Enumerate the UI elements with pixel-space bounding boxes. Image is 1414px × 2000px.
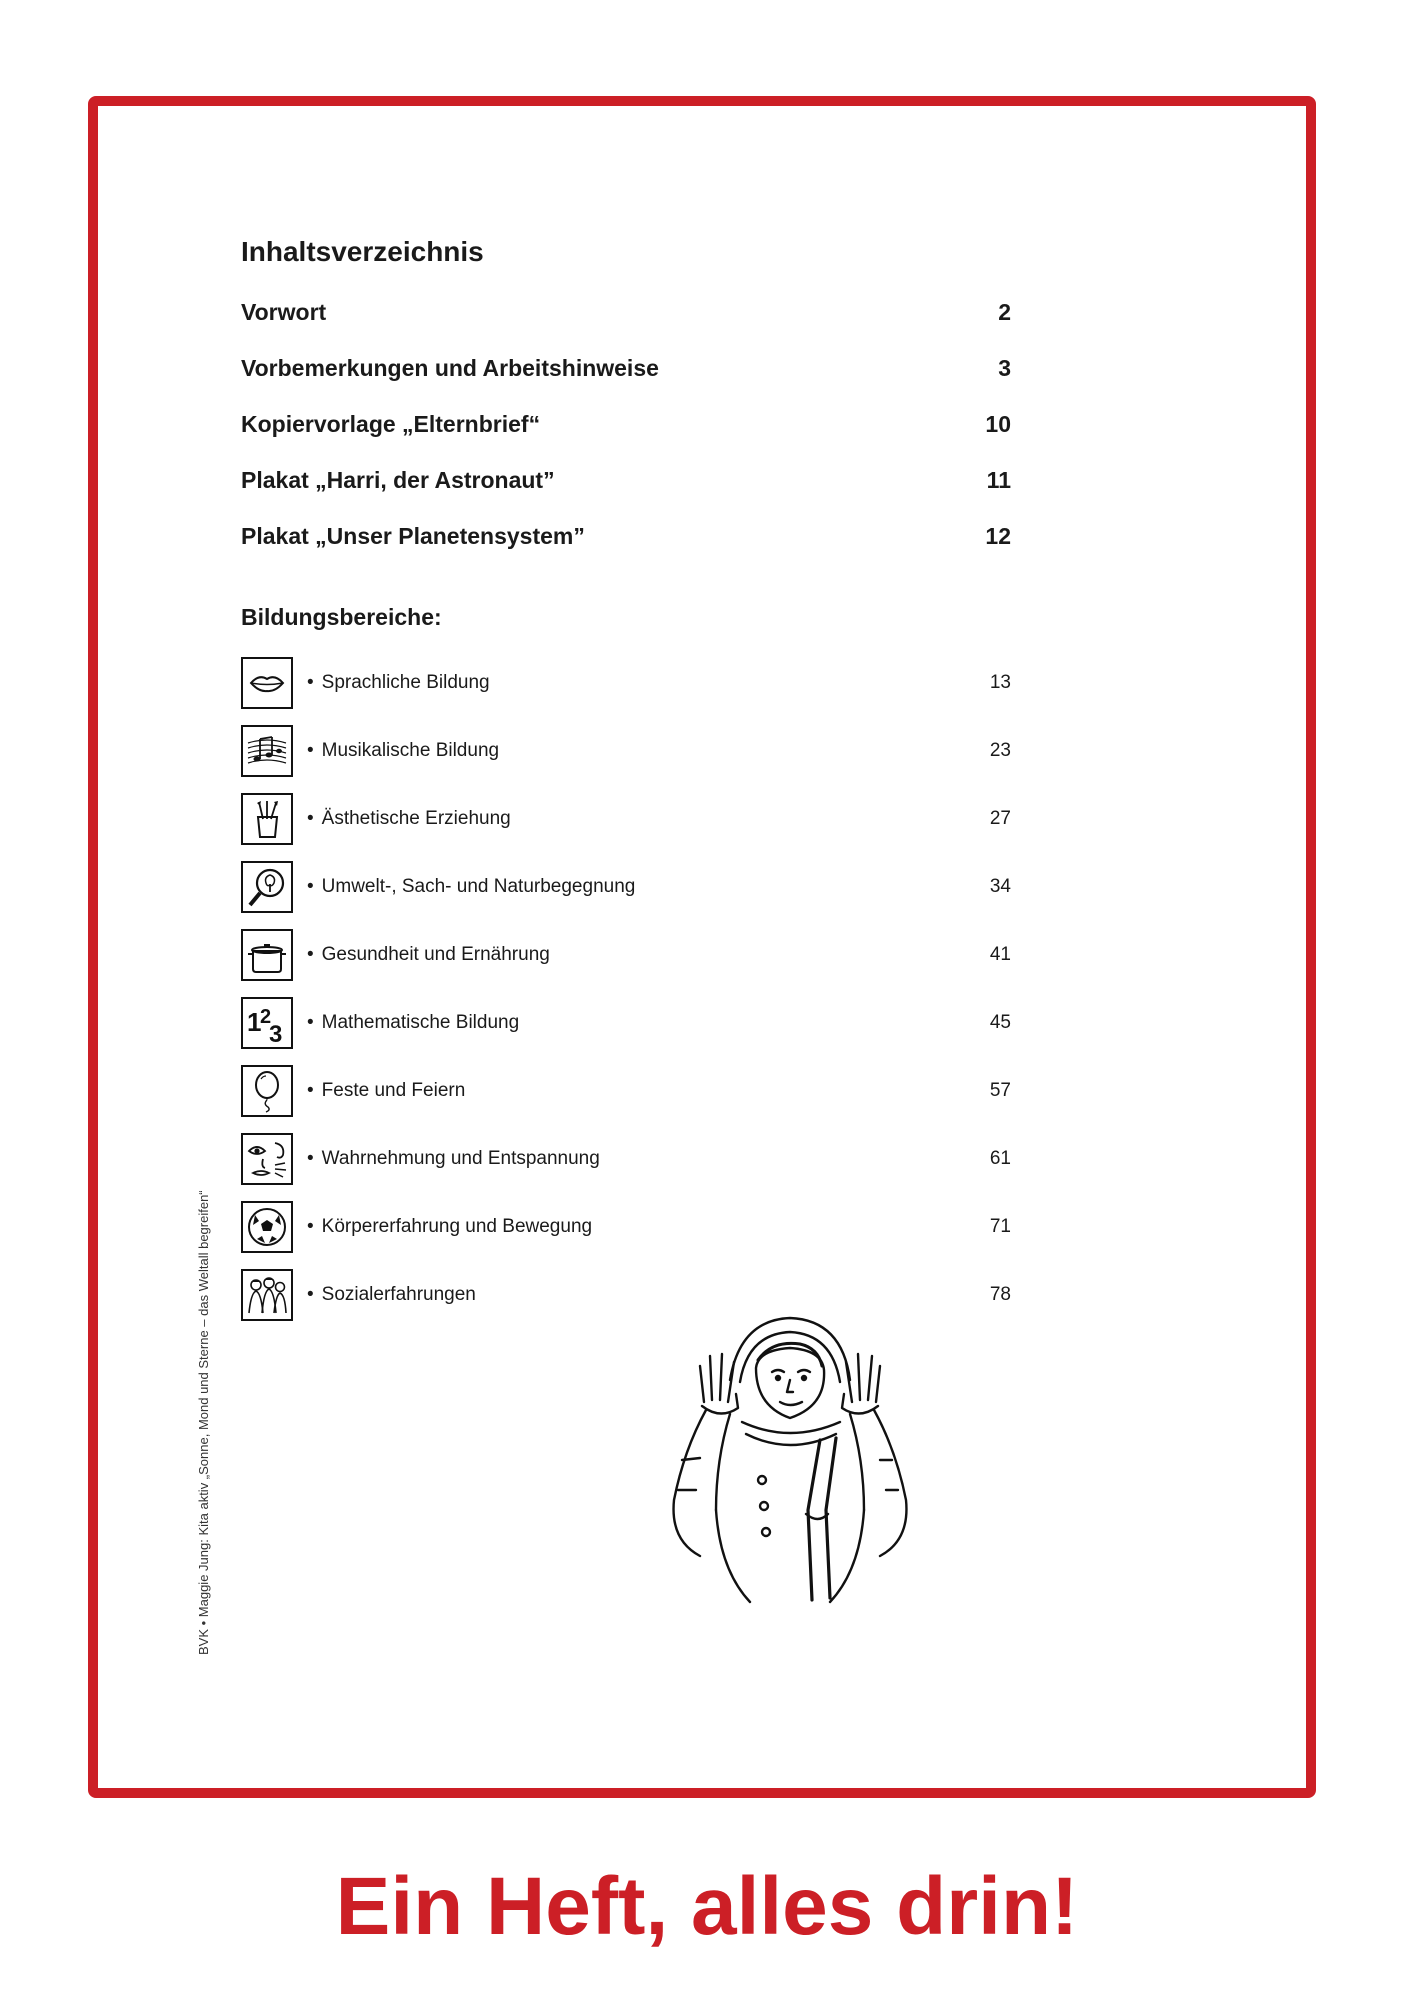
toc-entry[interactable] xyxy=(241,508,1011,564)
side-credit: BVK • Maggie Jung: Kita aktiv „Sonne, Mond und Sterne – das Weltall begreifen“ xyxy=(196,1190,211,1655)
lips-icon xyxy=(241,657,293,709)
area-label: Körpererfahrung und Bewegung xyxy=(321,1216,593,1237)
area-page: 61 xyxy=(989,1148,1011,1169)
svg-text:1: 1 xyxy=(247,1007,262,1037)
astronaut-illustration xyxy=(660,1310,920,1610)
toc-entry[interactable] xyxy=(241,452,1011,508)
children-group-icon xyxy=(241,1269,293,1321)
brushes-cup-icon xyxy=(241,793,293,845)
area-page: 13 xyxy=(989,672,1011,693)
area-label: Sprachliche Bildung xyxy=(321,672,490,693)
magnifier-tree-icon xyxy=(241,861,293,913)
senses-face-icon xyxy=(241,1133,293,1185)
bullet: • xyxy=(307,1012,314,1033)
area-label: Sozialerfahrungen xyxy=(321,1284,476,1305)
toc-entry[interactable] xyxy=(241,340,1011,396)
area-item[interactable] xyxy=(241,1064,1011,1118)
astronaut-drawing xyxy=(660,1310,920,1610)
balloon-icon xyxy=(241,1065,293,1117)
toc-title: Inhaltsverzeichnis xyxy=(241,236,484,267)
svg-text:3: 3 xyxy=(269,1021,283,1045)
svg-text:2: 2 xyxy=(260,1006,272,1028)
area-label: Umwelt-, Sach- und Naturbegegnung xyxy=(321,876,636,897)
area-item[interactable] xyxy=(241,1200,1011,1254)
toc-entry-page: 10 xyxy=(985,410,1011,437)
area-page: 45 xyxy=(989,1012,1011,1033)
toc-entry-page: 2 xyxy=(998,298,1011,325)
area-label: Gesundheit und Ernährung xyxy=(321,944,550,965)
area-label: Wahrnehmung und Entspannung xyxy=(321,1148,600,1169)
toc-entry-page: 11 xyxy=(986,466,1011,493)
bullet: • xyxy=(307,876,314,897)
area-item[interactable] xyxy=(241,724,1011,778)
area-item[interactable] xyxy=(241,1132,1011,1186)
bullet: • xyxy=(307,1080,314,1101)
toc-entry-label: Vorbemerkungen und Arbeitshinweise xyxy=(241,354,659,381)
area-label: Feste und Feiern xyxy=(321,1080,466,1101)
toc-entry-page: 3 xyxy=(998,354,1011,381)
area-page: 27 xyxy=(989,808,1011,829)
music-notes-icon xyxy=(241,725,293,777)
area-label: Mathematische Bildung xyxy=(321,1012,520,1033)
numbers-123-icon xyxy=(241,997,293,1049)
area-label: Musikalische Bildung xyxy=(321,740,500,761)
bullet: • xyxy=(307,808,314,829)
cooking-pot-icon xyxy=(241,929,293,981)
slogan: Ein Heft, alles drin! xyxy=(335,1861,1079,1952)
area-page: 71 xyxy=(989,1216,1011,1237)
area-item[interactable] xyxy=(241,928,1011,982)
toc-entry-page: 12 xyxy=(985,522,1011,549)
toc-entry-label: Plakat „Harri, der Astronaut” xyxy=(241,466,555,493)
areas-list xyxy=(241,656,1011,1336)
bullet: • xyxy=(307,672,314,693)
area-page: 57 xyxy=(989,1080,1011,1101)
area-item[interactable] xyxy=(241,860,1011,914)
area-page: 23 xyxy=(989,740,1011,761)
area-page: 34 xyxy=(989,876,1011,897)
areas-title: Bildungsbereiche: xyxy=(241,604,442,630)
football-icon xyxy=(241,1201,293,1253)
toc-entry-label: Plakat „Unser Planetensystem” xyxy=(241,522,585,549)
area-label: Ästhetische Erziehung xyxy=(321,808,511,829)
toc-entry[interactable] xyxy=(241,396,1011,452)
area-page: 41 xyxy=(989,944,1011,965)
area-item[interactable] xyxy=(241,996,1011,1050)
toc-entry[interactable] xyxy=(241,284,1011,340)
toc-entry-label: Vorwort xyxy=(241,298,327,325)
bullet: • xyxy=(307,1148,314,1169)
bullet: • xyxy=(307,740,314,761)
bullet: • xyxy=(307,1284,314,1305)
toc-entry-label: Kopiervorlage „Elternbrief“ xyxy=(241,410,541,437)
bullet: • xyxy=(307,944,314,965)
area-page: 78 xyxy=(989,1284,1011,1305)
toc-main-list xyxy=(241,294,1011,574)
area-item[interactable] xyxy=(241,656,1011,710)
area-item[interactable] xyxy=(241,792,1011,846)
bullet: • xyxy=(307,1216,314,1237)
